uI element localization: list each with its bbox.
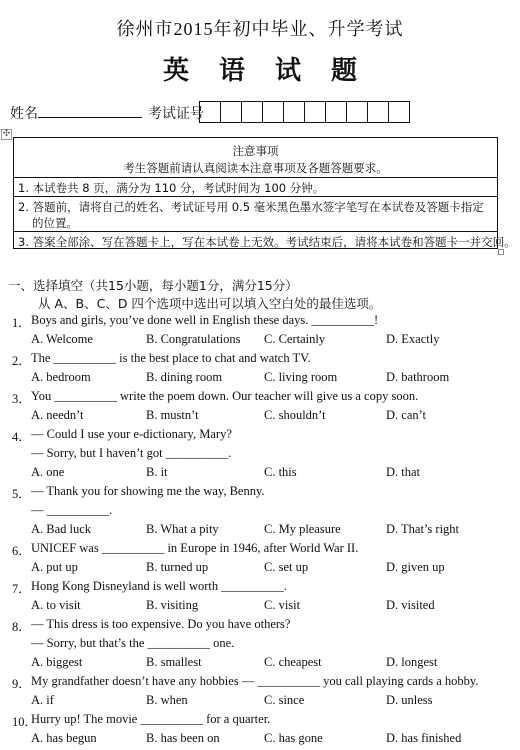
exam-id-digit-box[interactable] bbox=[241, 101, 263, 123]
answer-option[interactable]: B. mustn’t bbox=[146, 408, 199, 422]
notice-divider bbox=[14, 196, 497, 197]
table-move-handle-icon[interactable]: ✣ bbox=[2, 129, 11, 139]
answer-option[interactable]: B. it bbox=[146, 465, 168, 479]
question-number: 5． bbox=[12, 487, 31, 501]
exam-id-digit-box[interactable] bbox=[388, 101, 410, 123]
exam-id-digit-box[interactable] bbox=[346, 101, 368, 123]
question-text: — This dress is too expensive. Do you have others? bbox=[31, 617, 291, 631]
question-text: — __________. bbox=[31, 503, 113, 517]
notice-item-2: 2. 答题前，请将自己的姓名、考试证号用 0.5 毫米黑色墨水签字笔写在本试卷及答题卡指定 bbox=[18, 200, 484, 214]
answer-option[interactable]: D. visited bbox=[386, 598, 435, 612]
name-label: 姓名 bbox=[10, 107, 38, 122]
question-text: — Sorry, but that’s the __________ one. bbox=[31, 636, 235, 650]
answer-option[interactable]: A. needn’t bbox=[31, 408, 84, 422]
subject-title: 英语试题 bbox=[162, 56, 387, 85]
exam-id-digit-box[interactable] bbox=[367, 101, 389, 123]
question-text: The __________ is the best place to chat and watch TV. bbox=[31, 351, 311, 365]
answer-option[interactable]: A. to visit bbox=[31, 598, 81, 612]
notice-title: 注意事项 bbox=[232, 144, 279, 158]
answer-option[interactable]: B. turned up bbox=[146, 560, 209, 574]
answer-option[interactable]: D. longest bbox=[386, 655, 438, 669]
answer-option[interactable]: C. shouldn’t bbox=[264, 408, 326, 422]
question-text: You __________ write the poem down. Our teacher will give us a copy soon. bbox=[31, 389, 419, 403]
answer-option[interactable]: D. That’s right bbox=[386, 522, 460, 536]
answer-option[interactable]: B. Congratulations bbox=[146, 332, 241, 346]
section-instruction: 从 A、B、C、D 四个选项中选出可以填入空白处的最佳选项。 bbox=[38, 296, 382, 311]
answer-option[interactable]: C. cheapest bbox=[264, 655, 322, 669]
question-number: 8． bbox=[12, 620, 31, 634]
exam-id-digit-box[interactable] bbox=[199, 101, 221, 123]
question-text: My grandfather doesn’t have any hobbies — __________ you call playing cards a hobby. bbox=[31, 674, 479, 688]
answer-option[interactable]: A. one bbox=[31, 465, 65, 479]
notice-intro: 考生答题前请认真阅读本注意事项及各题答题要求。 bbox=[123, 161, 388, 175]
notice-item-1: 1. 本试卷共 8 页，满分为 110 分，考试时间为 100 分钟。 bbox=[18, 181, 325, 195]
question-text: — Thank you for showing me the way, Benny. bbox=[31, 484, 265, 498]
answer-option[interactable]: D. can’t bbox=[386, 408, 427, 422]
answer-option[interactable]: A. Welcome bbox=[31, 332, 93, 346]
answer-option[interactable]: C. My pleasure bbox=[264, 522, 341, 536]
notice-divider bbox=[14, 231, 497, 232]
exam-id-digit-box[interactable] bbox=[262, 101, 284, 123]
question-number: 1． bbox=[12, 316, 31, 330]
answer-option[interactable]: D. Exactly bbox=[386, 332, 440, 346]
answer-option[interactable]: C. since bbox=[264, 693, 305, 707]
question-text: Boys and girls, you’ve done well in English these days. __________! bbox=[31, 313, 379, 327]
answer-option[interactable]: C. set up bbox=[264, 560, 309, 574]
answer-option[interactable]: D. unless bbox=[386, 693, 433, 707]
answer-option[interactable]: C. visit bbox=[264, 598, 301, 612]
question-number: 7． bbox=[12, 582, 31, 596]
question-text: — Could I use your e-dictionary, Mary? bbox=[31, 427, 232, 441]
answer-option[interactable]: B. has been on bbox=[146, 731, 220, 745]
exam-id-digit-box[interactable] bbox=[220, 101, 242, 123]
name-blank[interactable] bbox=[38, 103, 142, 118]
answer-option[interactable]: B. dining room bbox=[146, 370, 223, 384]
question-number: 10． bbox=[12, 715, 38, 729]
answer-option[interactable]: C. living room bbox=[264, 370, 338, 384]
exam-id-digit-box[interactable] bbox=[325, 101, 347, 123]
question-text: UNICEF was __________ in Europe in 1946, after World War II. bbox=[31, 541, 359, 555]
question-number: 2． bbox=[12, 354, 31, 368]
name-field-group bbox=[10, 103, 142, 123]
question-number: 9． bbox=[12, 677, 31, 691]
answer-option[interactable]: A. Bad luck bbox=[31, 522, 92, 536]
question-number: 4． bbox=[12, 430, 31, 444]
notice-item-2-cont: 的位置。 bbox=[32, 216, 78, 230]
answer-option[interactable]: A. has begun bbox=[31, 731, 97, 745]
answer-option[interactable]: B. What a pity bbox=[146, 522, 219, 536]
exam-id-label: 考试证号 bbox=[148, 107, 204, 122]
answer-option[interactable]: B. when bbox=[146, 693, 188, 707]
notice-box bbox=[13, 137, 516, 249]
question-number: 3． bbox=[12, 392, 31, 406]
section-heading: 一、选择填空（共15小题，每小题1分，满分15分） bbox=[8, 278, 298, 293]
exam-id-boxes[interactable] bbox=[200, 101, 410, 123]
answer-option[interactable]: C. this bbox=[264, 465, 297, 479]
question-text: Hurry up! The movie __________ for a quarter. bbox=[31, 712, 271, 726]
answer-option[interactable]: D. bathroom bbox=[386, 370, 450, 384]
question-text: Hong Kong Disneyland is well worth __________. bbox=[31, 579, 287, 593]
answer-option[interactable]: D. has finished bbox=[386, 731, 462, 745]
answer-option[interactable]: C. Certainly bbox=[264, 332, 326, 346]
question-text: — Sorry, but I haven’t got __________. bbox=[31, 446, 232, 460]
answer-option[interactable]: A. biggest bbox=[31, 655, 83, 669]
answer-option[interactable]: D. given up bbox=[386, 560, 445, 574]
table-resize-handle[interactable] bbox=[498, 249, 504, 255]
exam-id-digit-box[interactable] bbox=[304, 101, 326, 123]
answer-option[interactable]: D. that bbox=[386, 465, 421, 479]
notice-item-3: 3. 答案全部涂、写在答题卡上，写在本试卷上无效。考试结束后，请将本试卷和答题卡一并交回。 bbox=[18, 235, 516, 249]
answer-option[interactable]: C. has gone bbox=[264, 731, 323, 745]
answer-option[interactable]: A. put up bbox=[31, 560, 78, 574]
exam-id-digit-box[interactable] bbox=[283, 101, 305, 123]
notice-divider bbox=[14, 177, 497, 178]
answer-option[interactable]: B. visiting bbox=[146, 598, 199, 612]
question-number: 6． bbox=[12, 544, 31, 558]
exam-title: 徐州市2015年初中毕业、升学考试 bbox=[116, 19, 404, 39]
answer-option[interactable]: A. if bbox=[31, 693, 54, 707]
answer-option[interactable]: A. bedroom bbox=[31, 370, 91, 384]
answer-option[interactable]: B. smallest bbox=[146, 655, 202, 669]
